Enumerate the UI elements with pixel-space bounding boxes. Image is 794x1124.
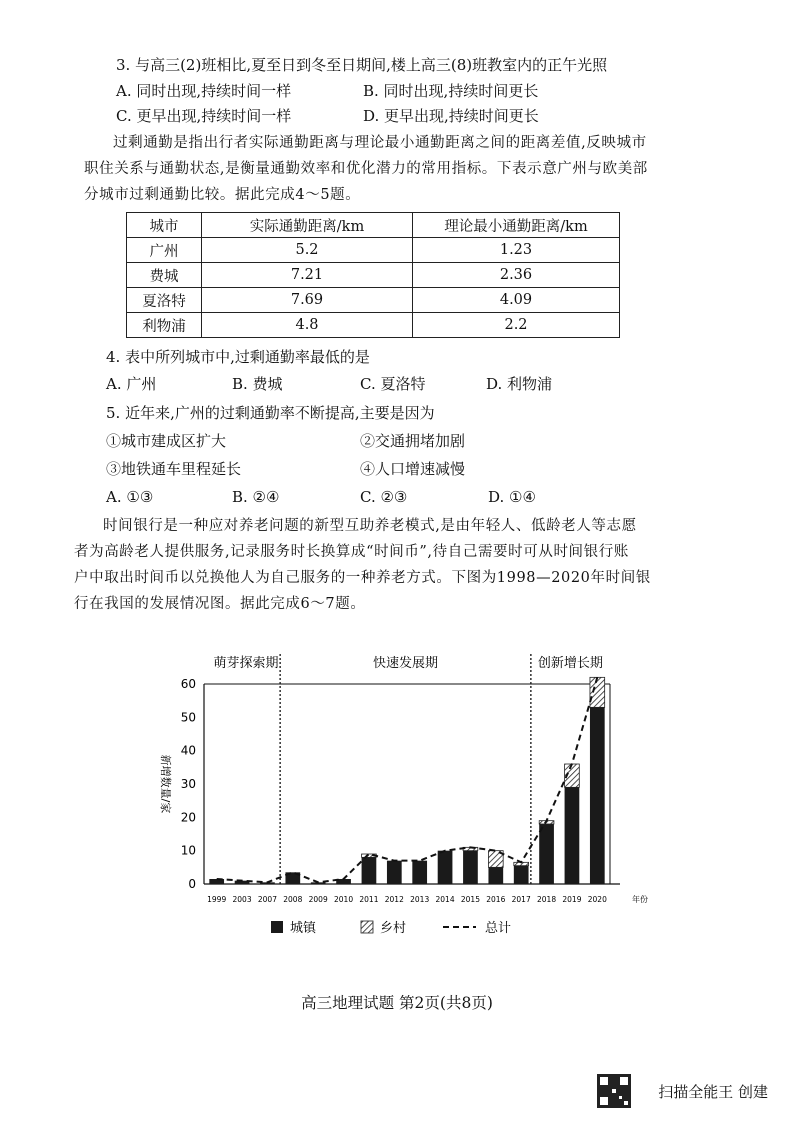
table-row [127,263,620,288]
bar-urban [387,861,402,884]
x-tick-label: 2010 [334,895,354,904]
table-cell: 5.2 [202,238,413,263]
page-footer: 高三地理试题 第2页(共8页) [301,994,493,1012]
x-tick-label: 2019 [562,895,582,904]
question-5-item-2: ②交通拥堵加剧 [360,432,466,450]
intro1-line-3: 分城市过剩通勤比较。据此完成4～5题。 [84,187,361,203]
y-tick-label: 50 [180,710,196,725]
question-3-option-a: A. 同时出现,持续时间一样 [116,82,292,100]
question-3-option-b: B. 同时出现,持续时间更长 [363,82,539,100]
intro2-line-3: 户中取出时间币以兑换他人为自己服务的一种养老方式。下图为1998—2020年时间银 [74,570,651,586]
table-cell: 1.23 [413,238,620,263]
y-tick-label: 30 [180,777,196,791]
intro2-line-4: 行在我国的发展情况图。据此完成6～7题。 [74,596,366,612]
question-5-option-a: A. ①③ [106,488,154,506]
question-5-stem: 5. 近年来,广州的过剩通勤率不断提高,主要是因为 [106,404,435,422]
bar-urban [438,851,453,884]
y-tick-label: 60 [180,677,196,691]
legend-label-urban: 城镇 [290,921,317,936]
bar-urban [514,866,529,884]
question-3-option-c: C. 更早出现,持续时间一样 [116,107,292,125]
x-tick-label: 2008 [283,895,303,904]
bar-urban [362,857,377,884]
y-tick-label: 40 [180,743,196,758]
legend-swatch-urban [271,921,283,933]
bar-urban [488,867,503,884]
bar-urban [463,851,478,884]
x-tick-label: 2011 [359,895,379,904]
x-tick-label: 2012 [384,895,404,904]
question-5-option-b: B. ②④ [232,488,280,506]
time-bank-chart [140,640,660,950]
intro-passage-timebank [74,513,694,617]
phase-label: 快速发展期 [372,656,439,671]
question-4-option-a: A. 广州 [106,375,157,393]
x-tick-label: 2017 [511,895,531,904]
y-tick-label: 20 [180,810,196,825]
x-tick-label: 2014 [435,895,455,904]
question-5-item-4: ④人口增速减慢 [360,460,466,478]
x-tick-label: 2020 [587,895,607,904]
bar-rural [590,677,605,707]
intro2-line-1: 时间银行是一种应对养老问题的新型互助养老模式,是由年轻人、低龄老人等志愿 [103,518,637,534]
x-axis-label: 年份 [632,895,648,904]
intro1-line-2: 职住关系与通勤状态,是衡量通勤效率和优化潜力的常用指标。下表示意广州与欧美部 [84,161,648,177]
table-cell: 广州 [127,238,202,263]
question-3-option-d: D. 更早出现,持续时间更长 [363,107,539,125]
table-cell: 费城 [127,263,202,288]
table-header-row [127,213,620,238]
bar-urban [565,787,580,884]
y-tick-label: 0 [188,877,196,891]
table-header-cell: 实际通勤距离/km [202,213,413,238]
scanner-watermark: 扫描全能王 创建 [658,1083,768,1101]
table-cell: 夏洛特 [127,288,202,313]
bar-urban [539,824,554,884]
bar-urban [590,707,605,884]
commute-table [126,212,620,338]
table-cell: 2.36 [413,263,620,288]
x-tick-label: 2013 [410,895,430,904]
question-4-stem: 4. 表中所列城市中,过剩通勤率最低的是 [106,348,370,366]
intro1-line-1: 过剩通勤是指出行者实际通勤距离与理论最小通勤距离之间的距离差值,反映城市 [113,135,647,151]
question-5-item-1: ①城市建成区扩大 [106,432,227,450]
x-tick-label: 2018 [537,895,557,904]
table-cell: 4.8 [202,313,413,338]
y-tick-label: 10 [180,843,196,858]
table-row [127,238,620,263]
legend-label-rural: 乡村 [380,921,407,936]
qr-code-icon [597,1074,631,1108]
x-tick-label: 2015 [460,895,480,904]
x-tick-label: 2003 [232,895,252,904]
question-4-option-c: C. 夏洛特 [360,375,426,393]
table-cell: 7.21 [202,263,413,288]
question-5-option-d: D. ①④ [488,488,536,506]
intro-passage-commute [84,130,684,208]
question-4-option-d: D. 利物浦 [486,375,553,393]
x-tick-label: 2016 [486,895,506,904]
x-tick-label: 1999 [207,895,227,904]
table-row [127,313,620,338]
legend-swatch-rural [361,921,373,933]
x-tick-label: 2009 [308,895,328,904]
question-5-item-3: ③地铁通车里程延长 [106,460,242,478]
intro2-line-2: 者为高龄老人提供服务,记录服务时长换算成“时间币”,待自己需要时可从时间银行账 [74,544,629,560]
phase-label: 萌芽探索期 [213,656,279,671]
phase-label: 创新增长期 [537,656,603,671]
table-cell: 4.09 [413,288,620,313]
y-axis-label: 新增数量/家 [159,754,172,814]
table-header-cell: 城市 [127,213,202,238]
table-cell: 利物浦 [127,313,202,338]
bar-urban [412,861,427,884]
x-tick-label: 2007 [257,895,277,904]
question-5-option-c: C. ②③ [360,488,408,506]
table-row [127,288,620,313]
question-3-stem: 3. 与高三(2)班相比,夏至日到冬至日期间,楼上高三(8)班教室内的正午光照 [116,56,608,74]
table-header-cell: 理论最小通勤距离/km [413,213,620,238]
question-4-option-b: B. 费城 [232,375,283,393]
table-cell: 7.69 [202,288,413,313]
table-cell: 2.2 [413,313,620,338]
legend-label-total: 总计 [485,921,512,936]
